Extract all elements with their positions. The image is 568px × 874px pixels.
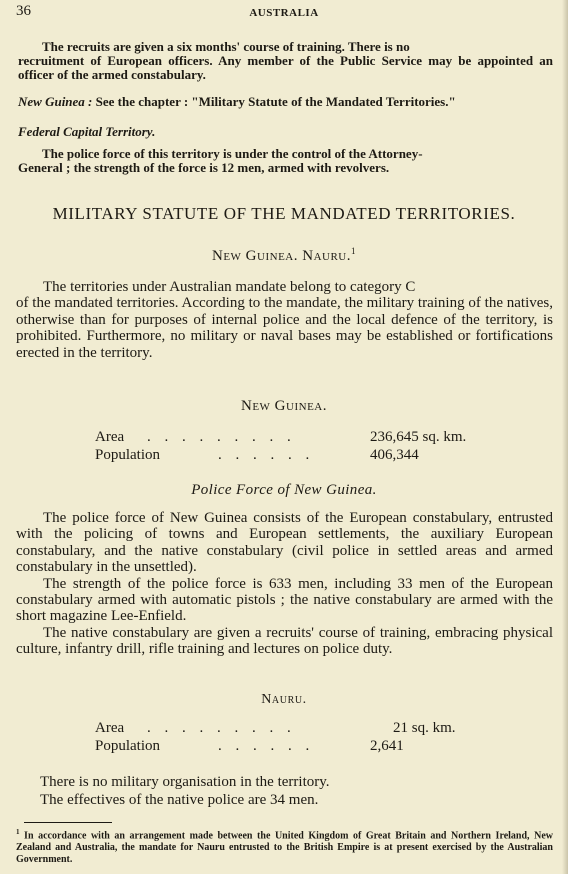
row-value: 406,344: [370, 447, 419, 463]
table-row: [95, 737, 515, 755]
footnote-rule: [24, 822, 112, 823]
paragraph-line: There is no military organisation in the territory.: [40, 774, 330, 790]
row-value: 21 sq. km.: [393, 720, 456, 736]
table-row: [95, 428, 515, 446]
paragraph-line: The territories under Australian mandate belong to category C: [43, 279, 416, 295]
paragraph-text: General ; the strength of the force is 12 men, armed with revolvers.: [18, 160, 390, 175]
leader-dots: . . . . . . . . .: [147, 720, 296, 736]
paragraph-police-force: [16, 510, 553, 658]
row-label: Population: [95, 447, 161, 463]
reference-label: New Guinea :: [18, 94, 93, 109]
footnote-number: 1: [16, 828, 20, 836]
paragraph-text: The strength of the police force is 633 men, including 33 men of the European constabulary armed with automatic pistols ; the native constabulary are armed with the short magazine Lee-Enfield.: [16, 575, 553, 625]
footnote-marker: 1: [350, 246, 356, 256]
table-row: [95, 446, 515, 464]
paragraph-text: recruitment of European officers. Any member of the Public Service may be appointed an officer of the armed constabulary.: [18, 53, 553, 82]
page-number: 36: [16, 3, 31, 19]
footnote-text: In accordance with an arrangement made between the United Kingdom of Great Britain and Northern Ireland, New Zealand and Australia, the mandate for Nauru entrusted to the British Empire is at present exercised by the Australian Government.: [16, 830, 553, 866]
row-label: Population: [95, 738, 161, 754]
row-label: Area: [95, 720, 125, 736]
nauru-heading: Nauru.: [261, 692, 307, 707]
paragraph-mandate: [16, 279, 553, 361]
paragraph-text: The native constabulary are given a recruits' course of training, embracing physical culture, infantry drill, rifle training and lectures on police duty.: [16, 624, 553, 658]
paragraph-text: The police force of New Guinea consists of the European constabulary, entrusted with the policing of towns and European settlements, the auxiliary European constabulary, and the native constabulary (civil police in settled areas and armed constabulary in the unsettled).: [16, 510, 553, 576]
paragraph-text: of the mandated territories. According to the mandate, the military training of the natives, otherwise than for purposes of internal police and the local defence of the territory, is prohibited. Furthermore, no military or naval bases may be established or fortifications erected in the territory.: [16, 295, 553, 361]
new-guinea-heading: New Guinea.: [241, 398, 327, 414]
section-heading: MILITARY STATUTE OF THE MANDATED TERRITORIES.: [52, 204, 516, 223]
nauru-stats-table: [95, 719, 515, 757]
row-label: Area: [95, 429, 125, 445]
table-row: [95, 719, 515, 737]
police-force-heading: Police Force of New Guinea.: [191, 482, 377, 498]
footnote: [16, 826, 553, 866]
new-guinea-reference: [18, 94, 563, 109]
page-edge-shadow: [562, 0, 568, 874]
federal-capital-heading: Federal Capital Territory.: [18, 124, 156, 139]
paragraph-nauru: [40, 773, 540, 809]
paragraph-line: The effectives of the native police are 34 men.: [40, 792, 319, 808]
paragraph-line: The police force of this territory is under the control of the Attorney-: [42, 146, 423, 161]
sub-heading-text: New Guinea. Nauru.: [212, 248, 351, 264]
new-guinea-stats-table: [95, 428, 515, 466]
leader-dots: . . . . . .: [218, 447, 315, 463]
leader-dots: . . . . . . . . .: [147, 429, 296, 445]
paragraph-recruits: [18, 40, 553, 82]
running-head: AUSTRALIA: [249, 7, 319, 19]
paragraph-federal-capital: [18, 147, 553, 175]
sub-heading: [0, 246, 568, 265]
reference-text: See the chapter : "Military Statute of the Mandated Territories.": [92, 94, 456, 109]
paragraph-line: The recruits are given a six months' course of training. There is no: [42, 39, 410, 54]
row-value: 2,641: [370, 738, 404, 754]
leader-dots: . . . . . .: [218, 738, 315, 754]
row-value: 236,645 sq. km.: [370, 429, 467, 445]
